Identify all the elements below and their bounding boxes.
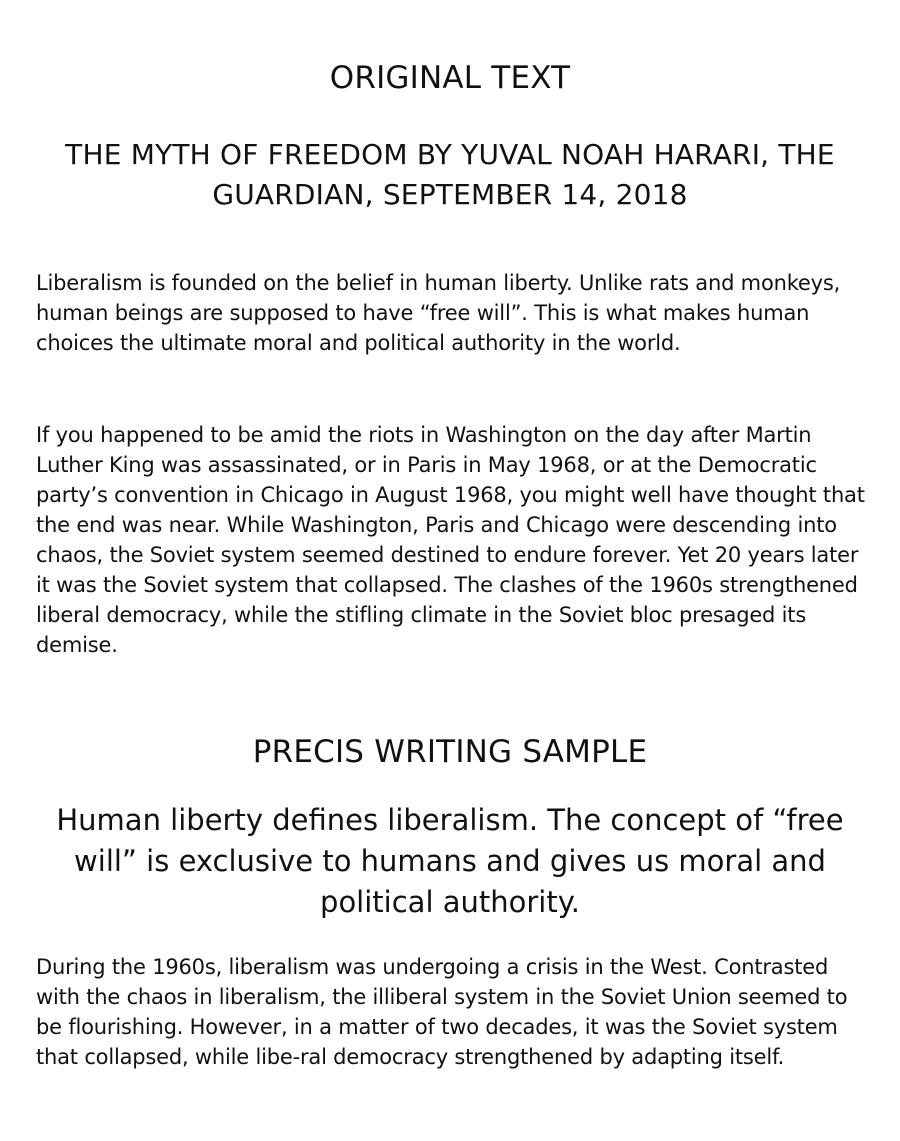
- precis-heading: PRECIS WRITING SAMPLE: [252, 734, 648, 770]
- precis-lead-statement: Human liberty defines liberalism. The concept of “free will” is exclusive to humans and gives us moral and political authority.: [56, 803, 844, 919]
- original-paragraph-2: If you happened to be amid the riots in Washington on the day after Martin Luther King was assassinated, or in Paris in May 1968, or at the Democratic party’s convention in Chicago in August 1968, you might well have thought that the end was near. While Washington, Paris and Chicago were descending into chaos, the Soviet system seemed destined to endure forever. Yet 20 years later it was the Soviet system that collapsed. The clashes of the 1960s strengthened liberal democracy, while the stifling climate in the Soviet bloc presaged its demise.: [36, 423, 865, 657]
- original-text-heading: ORIGINAL TEXT: [329, 60, 571, 96]
- precis-paragraph: During the 1960s, liberalism was undergoing a crisis in the West. Contrasted with the chaos in liberalism, the illiberal system in the Soviet Union seemed to be flourishing. However, in a matter of two decades, it was the Soviet system that collapsed, while libe-ral democracy strengthened by adapting itself.: [36, 955, 848, 1069]
- article-title: THE MYTH OF FREEDOM BY YUVAL NOAH HARARI, THE GUARDIAN, SEPTEMBER 14, 2018: [65, 138, 835, 211]
- original-paragraph-1: Liberalism is founded on the belief in human liberty. Unlike rats and monkeys, human beings are supposed to have “free will”. This is what makes human choices the ultimate moral and political authority in the world.: [36, 271, 841, 355]
